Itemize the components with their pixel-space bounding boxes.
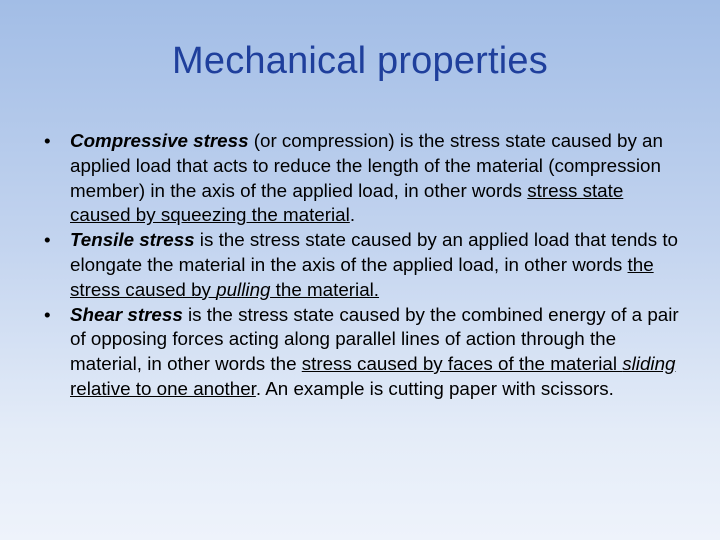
bullet-text-end: . An example is cutting paper with scissors. (255, 377, 614, 399)
term-tensile-stress: Tensile stress (70, 229, 195, 251)
bullet-text: is the stress state caused by an applied load that tends to elongate the material in the axis of the applied load, in other words (70, 229, 678, 275)
bullet-compressive-stress (44, 129, 688, 228)
underlined-definition: the stress caused by (70, 253, 654, 300)
bullet-dot-icon: • (44, 303, 51, 325)
underlined-definition-end: the material. (270, 278, 380, 300)
bullet-tensile-stress (44, 228, 688, 302)
term-compressive-stress: Compressive stress (70, 130, 249, 151)
underlined-definition: stress state caused by squeezing the material (70, 179, 624, 226)
bullet-text: is the stress state caused by the combined energy of a pair of opposing forces acting along parallel lines of action through the material, in other words the (70, 303, 679, 375)
term-shear-stress: Shear stress (70, 303, 183, 325)
underlined-definition: stress caused by faces of the material (301, 353, 623, 375)
bullet-dot-icon: • (44, 229, 51, 251)
bullet-list (44, 129, 688, 402)
underlined-definition-end: relative to one another (70, 377, 256, 399)
bullet-dot-icon: • (44, 130, 51, 151)
underlined-italic-word: sliding (622, 353, 676, 375)
bullet-text-end: . (349, 204, 356, 226)
bullet-text: (or compression) is the stress state caused by an applied load that acts to reduce the length of the material (compression member) in the axis of the applied load, in other words (70, 130, 663, 201)
slide-title: Mechanical properties (172, 40, 548, 82)
bullet-shear-stress (44, 303, 688, 402)
underlined-italic-word: pulling (216, 278, 271, 300)
